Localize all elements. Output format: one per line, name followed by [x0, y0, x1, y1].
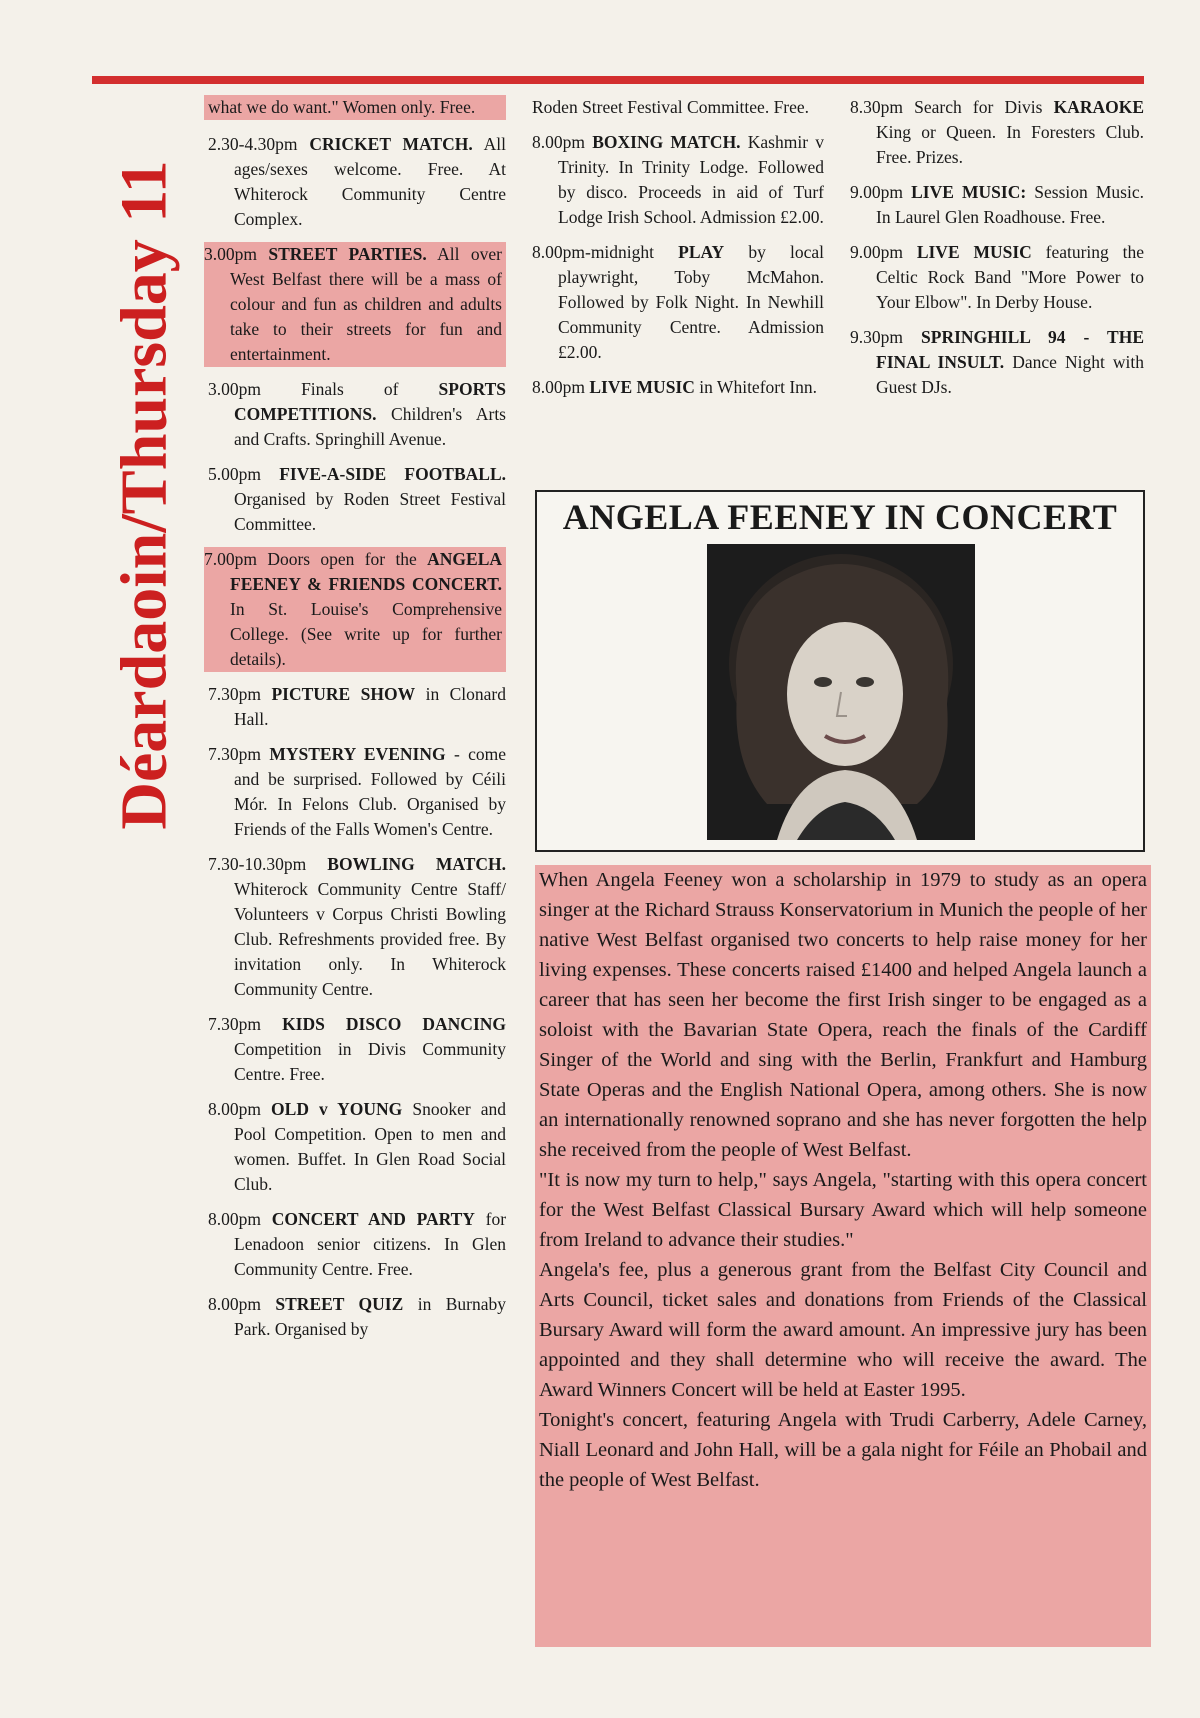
event-description: King or Queen. In Foresters Club. Free. Prizes. — [876, 122, 1144, 167]
top-red-rule — [92, 76, 1144, 84]
event-title: LIVE MUSIC: — [911, 182, 1027, 202]
event-title: KIDS DISCO DANCING — [282, 1014, 507, 1034]
event-description: for Lenadoon senior citizens. In Glen Community Centre. Free. — [234, 1209, 507, 1279]
event-description: Kashmir v Trinity. In Trinity Lodge. Followed by disco. Proceeds in aid of Turf Lodge Irish School. Admission £2.00. — [558, 132, 825, 227]
event-listing — [208, 1097, 506, 1197]
event-listing — [208, 742, 506, 842]
event-time: 8.00pm — [208, 1294, 261, 1314]
event-description: Organised by Roden Street Festival Committee. — [234, 489, 506, 534]
event-time: 8.00pm — [532, 132, 585, 152]
event-title: ANGELA FEENEY & FRIENDS CONCERT. — [230, 549, 503, 594]
event-time: 7.30pm — [208, 744, 261, 764]
event-listing — [208, 1012, 506, 1087]
event-title: BOXING MATCH. — [592, 132, 741, 152]
events-column-2 — [532, 95, 824, 410]
event-description: Competition in Divis Community Centre. Free. — [234, 1039, 506, 1084]
events-column-3 — [850, 95, 1144, 410]
event-listing — [532, 375, 824, 400]
event-time: 3.00pm — [208, 379, 261, 399]
event-description: in Whitefort Inn. — [699, 377, 818, 397]
event-time: 7.30pm — [208, 684, 261, 704]
event-time: 2.30-4.30pm — [208, 134, 298, 154]
event-title: PICTURE SHOW — [271, 684, 416, 704]
event-listing — [532, 130, 824, 230]
event-description: Dance Night with Guest DJs. — [876, 352, 1144, 397]
article-paragraph: When Angela Feeney won a scholarship in 1979 to study as an opera singer at the Richard Strauss Konservatorium in Munich the people of her native West Belfast organised two concerts to help raise money for her living expenses. These concerts raised £1400 and helped Angela launch a career that has seen her become the first Irish singer to be engaged as a soloist with the Bavarian State Opera, reach the finals of the Cardiff Singer of the World and sing with the Berlin, Frankfurt and Hamburg State Operas and the English National Opera, among others. She is now an internationally renowned soprano and she has never forgotten the help she received from the people of West Belfast. — [539, 869, 1147, 1161]
event-time: 7.30pm — [208, 1014, 261, 1034]
event-listing — [208, 1207, 506, 1282]
event-listing — [204, 95, 506, 120]
event-listing — [208, 1292, 506, 1342]
event-time: 8.00pm — [532, 377, 585, 397]
event-title: BOWLING MATCH. — [327, 854, 506, 874]
event-title: FIVE-A-SIDE FOOTBALL. — [279, 464, 507, 484]
event-listing — [850, 180, 1144, 230]
concert-article — [535, 865, 1151, 1647]
event-description: - come and be surprised. Followed by Céili Mór. In Felons Club. Organised by Friends of the Falls Women's Centre. — [234, 744, 507, 839]
event-title: SPRINGHILL 94 - THE FINAL INSULT. — [876, 327, 1145, 372]
event-description: featuring the Celtic Rock Band "More Power to Your Elbow". In Derby House. — [876, 242, 1144, 312]
portrait-photo — [707, 544, 975, 840]
concert-feature-box — [535, 490, 1145, 852]
event-title: STREET PARTIES. — [268, 244, 427, 264]
event-time: 9.00pm — [850, 242, 903, 262]
event-description: in Burnaby Park. Organised by — [234, 1294, 506, 1339]
event-listing — [850, 95, 1144, 170]
day-heading-text: Déardaoin/Thursday 11 — [108, 160, 182, 830]
day-heading — [110, 95, 180, 895]
event-listing — [532, 95, 824, 120]
event-listing — [208, 377, 506, 452]
event-description: Doors open for the — [267, 549, 417, 569]
event-time: 8.00pm-midnight — [532, 242, 655, 262]
event-listing — [204, 242, 506, 367]
event-time: 7.30-10.30pm — [208, 854, 307, 874]
event-listing — [208, 852, 506, 1002]
event-description: Whiterock Community Centre Staff/ Volunteers v Corpus Christi Bowling Club. Refreshments provided free. By invitation only. In Whiterock Community Centre. — [234, 879, 506, 999]
event-title: CONCERT AND PARTY — [271, 1209, 475, 1229]
event-listing — [204, 547, 506, 672]
event-description: Children's Arts and Crafts. Springhill Avenue. — [234, 404, 506, 449]
event-title: LIVE MUSIC — [589, 377, 695, 397]
event-title: LIVE MUSIC — [916, 242, 1032, 262]
event-description: Roden Street Festival Committee. Free. — [532, 97, 810, 117]
event-description: by local playwright, Toby McMahon. Followed by Folk Night. In Newhill Community Centre. Admission £2.00. — [558, 242, 824, 362]
event-title: STREET QUIZ — [275, 1294, 404, 1314]
event-description: what we do want." Women only. Free. — [208, 97, 476, 117]
concert-title: ANGELA FEENEY IN CONCERT — [562, 497, 1118, 537]
event-description: Finals of — [301, 379, 399, 399]
event-description: Session Music. In Laurel Glen Roadhouse. Free. — [876, 182, 1144, 227]
event-listing — [208, 682, 506, 732]
event-time: 9.30pm — [850, 327, 903, 347]
event-title: KARAOKE — [1053, 97, 1144, 117]
event-description: in Clonard Hall. — [234, 684, 507, 729]
events-column-1 — [204, 95, 507, 1352]
event-listing — [850, 325, 1144, 400]
event-title: PLAY — [678, 242, 725, 262]
event-time: 3.00pm — [204, 244, 257, 264]
event-description: Search for Divis — [914, 97, 1043, 117]
event-title: OLD v YOUNG — [271, 1099, 403, 1119]
portrait-illustration — [707, 544, 975, 840]
event-listing — [850, 240, 1144, 315]
event-time: 5.00pm — [208, 464, 261, 484]
event-description: Snooker and Pool Competition. Open to men and women. Buffet. In Glen Road Social Club. — [234, 1099, 506, 1194]
event-title: SPORTS COMPETITIONS. — [234, 379, 507, 424]
event-time: 8.00pm — [208, 1209, 261, 1229]
event-listing — [208, 462, 506, 537]
event-time: 7.00pm — [204, 549, 257, 569]
event-listing — [532, 240, 824, 365]
article-paragraph: "It is now my turn to help," says Angela, "starting with this opera concert for the West Belfast Classical Bursary Award which will help someone from Ireland to advance their studies." — [539, 1169, 1147, 1251]
event-title: CRICKET MATCH. — [309, 134, 473, 154]
event-description: All over West Belfast there will be a mass of colour and fun as children and adults take to their streets for fun and entertainment. — [230, 244, 502, 364]
event-time: 9.00pm — [850, 182, 903, 202]
event-title: MYSTERY EVENING — [269, 744, 446, 764]
event-time: 8.00pm — [208, 1099, 261, 1119]
article-paragraph: Angela's fee, plus a generous grant from the Belfast City Council and Arts Council, ticket sales and donations from Friends of the Classical Bursary Award will form the award amount. An impressive jury has been appointed and they shall determine who will receive the award. The Award Winners Concert will be held at Easter 1995. — [539, 1259, 1147, 1401]
article-paragraph: Tonight's concert, featuring Angela with Trudi Carberry, Adele Carney, Niall Leonard and John Hall, will be a gala night for Féile an Phobail and the people of West Belfast. — [539, 1409, 1147, 1491]
event-time: 8.30pm — [850, 97, 903, 117]
event-description: All ages/sexes welcome. Free. At Whiterock Community Centre Complex. — [234, 134, 506, 229]
event-listing — [208, 132, 506, 232]
event-description: In St. Louise's Comprehensive College. (See write up for further details). — [230, 599, 502, 669]
